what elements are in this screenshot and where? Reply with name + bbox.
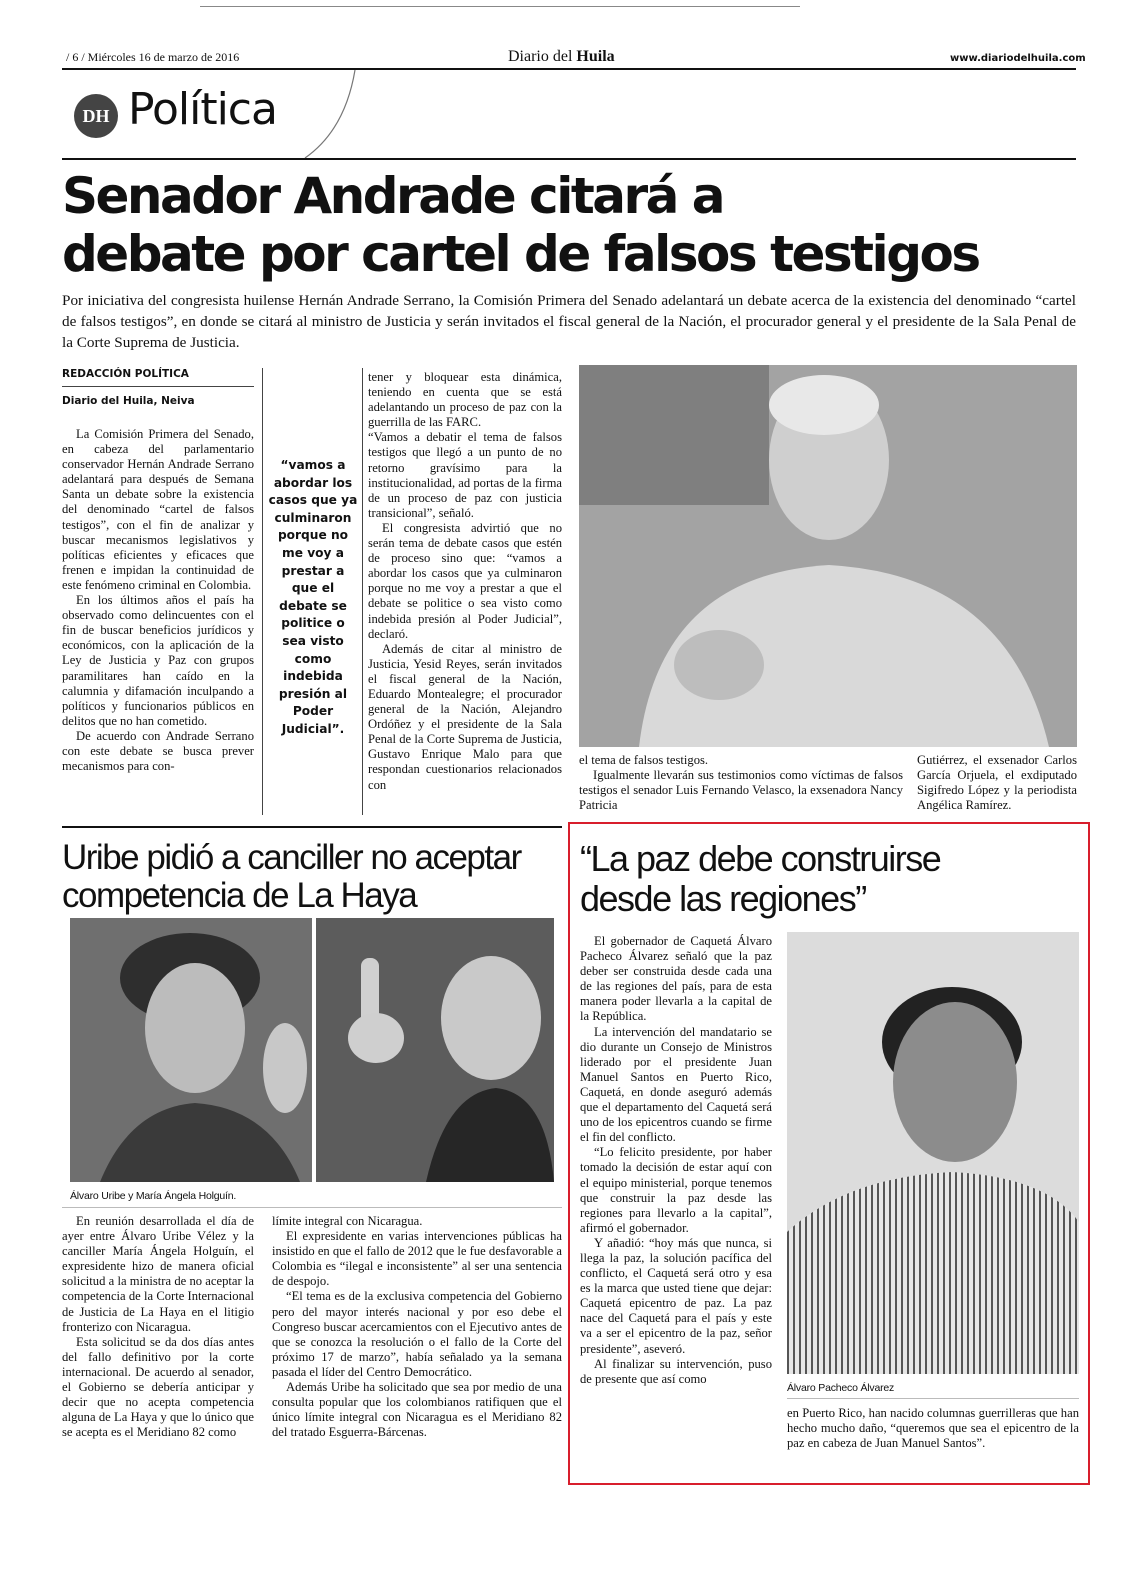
paragraph: “Lo felicito presidente, por haber tomado la decisión de estar aquí con el equipo ministerial, porque tenemos que construir la paz desde las regiones para llevarlo a la capital”, afirmó el gobernador. — [580, 1145, 772, 1235]
pacheco-caption: Álvaro Pacheco Álvarez — [787, 1382, 895, 1394]
paragraph: Además de citar al ministro de Justicia, Yesid Reyes, serán invitados el fiscal general de la Nación, Eduardo Montealegre; el procurador general de la Nación, Alejandro Ordóñez y el presidente de la Sala Penal de la Corte Suprema de Justicia, Gustavo Enrique Malo para que respondan cuestionarios relacionados con — [368, 641, 562, 792]
uribe-photo — [316, 918, 554, 1182]
main-col1 — [62, 427, 254, 774]
paragraph: El expresidente en varias intervenciones públicas ha insistido en que el fallo de 2012 que le fue desfavorable a Colombia es “ilegal e inconsistente” al ser una sentencia de despojo. — [272, 1229, 562, 1289]
paragraph: en Puerto Rico, han nacido columnas guerrilleras que han hecho mucho daño, “queremos que sea el epicentro de la paz en cabeza de Juan Manuel Santos”. — [787, 1406, 1079, 1451]
paragraph: Gutiérrez, el exsenador Carlos García Orjuela, el exdiputado Sigifredo López y la periodista Angélica Ramírez. — [917, 753, 1077, 813]
paz-headline-line1: “La paz debe construirse — [580, 838, 941, 879]
uribe-col1 — [62, 1214, 254, 1440]
section-swoosh — [300, 70, 370, 160]
uribe-col2 — [272, 1214, 562, 1440]
paragraph: límite integral con Nicaragua. — [272, 1214, 423, 1228]
paragraph: Al finalizar su intervención, puso de presente que así como — [580, 1356, 772, 1386]
paragraph: En los últimos años el país ha observado como delincuentes con el fin de buscar beneficios jurídicos y económicos, con la aplicación de la Ley de Justicia y Paz con grupos paramilitares han caído en la calumnia y difamación inculpando a políticos y funcionarios públicos en delitos que no han cometido. — [62, 593, 254, 728]
paz-headline-line2: desde las regiones” — [580, 878, 866, 919]
main-col5 — [917, 753, 1077, 813]
paragraph: Y añadió: “hoy más que nunca, si llega la paz, la solución pacífica del conflicto, el Caquetá será otro y esa es la marca que usted tiene que dejar: Caquetá epicentro de paz. La paz nace del Caquetá para el país y este va a ser el epicentro de la paz, señor presidente”, aseveró. — [580, 1235, 772, 1356]
main-headline-line2: debate por cartel de falsos testigos — [62, 225, 979, 283]
uribe-headline-line2: competencia de La Haya — [62, 876, 417, 915]
paragraph: El congresista advirtió que no serán tema de debate casos que estén de proceso sino que: “vamos a abordar los casos que ya culminaron porque no me voy a prestar a que el debate se politice o sea visto como indebida presión al Poder Judicial”, declaró. — [368, 520, 562, 641]
holguin-photo — [70, 918, 312, 1182]
paragraph: El gobernador de Caquetá Álvaro Pacheco Álvarez señaló que la paz deber ser construida desde cada una de las regiones del país, para de esta manera poder llevarla a la capital de la República. — [580, 934, 772, 1024]
pacheco-photo — [787, 932, 1079, 1374]
logo-badge — [74, 94, 118, 138]
paper-name-regular: Diario del — [508, 48, 577, 65]
paragraph: La Comisión Primera del Senado, en cabeza del parlamentario conservador Hernán Andrade Serrano adelantará para después de Semana Santa un debate sobre la existencia del denominado “cartel de falsos testigos”, con el fin de analizar y buscar mecanismos legislativos y políticas eficientes y eficaces que frenen e impidan la continuidad de este fenómeno criminal en Colombia. — [62, 427, 254, 592]
paragraph: el tema de falsos testigos. — [579, 753, 709, 767]
paragraph: Esta solicitud se da dos días antes del fallo definitivo por la corte internacional. De acuerdo al senador, el Gobierno se debería anticipar y decir que no acepta competencia alguna de La Haya y que lo único que se acepta es el Meridiano 82 como — [62, 1334, 254, 1440]
paragraph: “Vamos a debatir el tema de falsos testigos que llegó a un punto de no retorno gravísimo para la institucionalidad, ad portas de la firma de un proceso de paz con justicia transicional”, señaló. — [368, 430, 562, 520]
holguin-photo-figure — [70, 918, 312, 1182]
uribe-photo-figure — [316, 918, 554, 1182]
paragraph: Igualmente llevarán sus testimonios como víctimas de falsos testigos el senador Luis Fernando Velasco, la exsenadora Nancy Patricia — [579, 768, 903, 813]
dateline: Diario del Huila, Neiva — [62, 395, 195, 407]
main-lead: Por iniciativa del congresista huilense Hernán Andrade Serrano, la Comisión Primera del Senado adelantará un debate acerca de la existencia del denominado “cartel de falsos testigos”, en donde se citará al ministro de Justicia y serán invitados el fiscal general de la Nación, el procurador general y el presidente de la Sala Penal de la Corte Suprema de Justicia. — [62, 292, 1076, 351]
paragraph: En reunión desarrollada el día de ayer entre Álvaro Uribe Vélez y la canciller María Ángela Holguín, el expresidente hizo de manera oficial solicitud a la ministra de no aceptar la competencia de la Corte Internacional de Justicia de La Haya en el litigio fronterizo con Nicaragua. — [62, 1214, 254, 1334]
paz-col1 — [580, 934, 772, 1387]
section-title: Política — [128, 84, 277, 135]
paragraph: Además Uribe ha solicitado que sea por medio de una consulta popular que los colombianos ratifiquen que el único límite integral con Nicaragua es el Meridiano 82 del tratado Esguerra-Bárcenas. — [272, 1380, 562, 1440]
main-headline-line1: Senador Andrade citará a — [62, 167, 724, 225]
paragraph: “El tema es de la exclusiva competencia del Gobierno pero del mayor interés nacional y por eso debe el Congreso buscar acercamientos con el Ejecutivo antes de que se conozca la resolución o el fallo de la Corte del próximo 17 de marzo”, había señalado ya la semana pasada el líder del Centro Democrático. — [272, 1289, 562, 1379]
paragraph: De acuerdo con Andrade Serrano con este debate se busca prever mecanismos para con- — [62, 728, 254, 774]
byline: REDACCIÓN POLÍTICA — [62, 368, 189, 380]
page-date: / 6 / Miércoles 16 de marzo de 2016 — [66, 50, 240, 64]
paragraph: tener y bloquear esta dinámica, teniendo en cuenta que se está adelantando un proceso de paz con la guerrilla de las FARC. — [368, 370, 562, 430]
paper-name-bold: Huila — [576, 48, 615, 65]
website: www.diariodelhuila.com — [950, 53, 1086, 64]
logo-text: DH — [82, 105, 110, 126]
pacheco-photo-figure — [787, 932, 1079, 1374]
andrade-photo-figure — [579, 365, 1077, 747]
uribe-caption: Álvaro Uribe y María Ángela Holguín. — [70, 1190, 237, 1202]
main-col3 — [368, 370, 562, 793]
uribe-headline-line1: Uribe pidió a canciller no aceptar — [62, 838, 521, 877]
andrade-photo — [579, 365, 1077, 747]
main-col4 — [579, 753, 903, 813]
paragraph: La intervención del mandatario se dio durante un Consejo de Ministros liderado por el presidente Juan Manuel Santos en Puerto Rico, Caquetá, en donde aseguró además que el departamento del Caquetá será uno de los epicentros cuando se firme el fin del conflicto. — [580, 1024, 772, 1145]
pull-quote: “vamos a abordar los casos que ya culminaron porque no me voy a prestar a que el debate se politice o sea visto como indebida presión al Poder Judicial”. — [268, 458, 358, 736]
paper-name — [508, 48, 615, 66]
paz-col2 — [787, 1406, 1079, 1451]
